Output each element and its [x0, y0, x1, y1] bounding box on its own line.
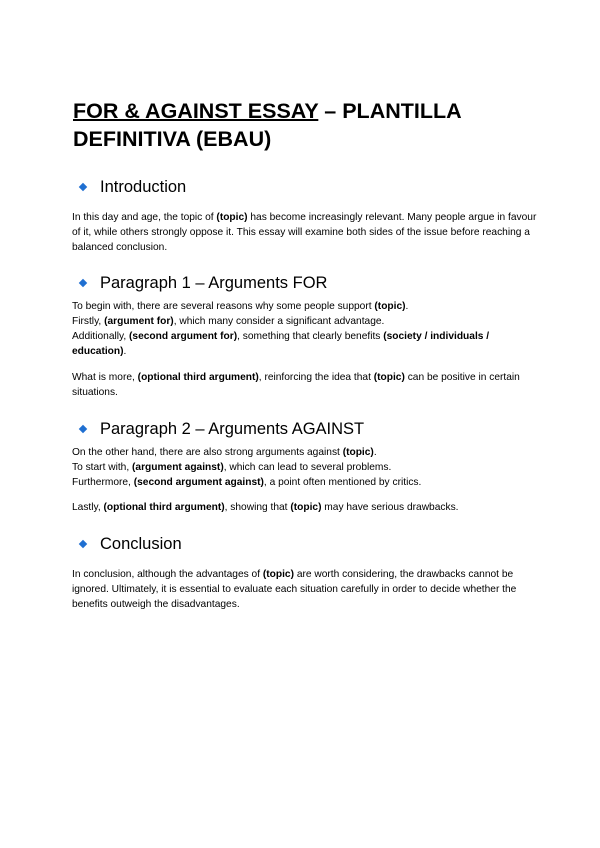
title-rest: – PLANTILLA DEFINITIVA (EBAU) — [73, 99, 461, 151]
diamond-bullet-icon — [79, 279, 87, 287]
for-line-4: What is more, (optional third argument), reinforcing the idea that (topic) can be positive in certain situations. — [72, 372, 520, 398]
against-line-3: Furthermore, (second argument against), a point often mentioned by critics. — [72, 477, 422, 488]
for-line-1: To begin with, there are several reasons why some people support (topic). — [72, 301, 409, 312]
heading-arguments-for: Paragraph 1 – Arguments FOR — [78, 273, 327, 293]
intro-paragraph: In this day and age, the topic of (topic) has become increasingly relevant. Many people argue in favour of it, while others strongly oppose it. This essay will examine both sides of the issue before reaching a balanced conclusion. — [72, 212, 537, 253]
for-line-2: Firstly, (argument for), which many consider a significant advantage. — [72, 316, 385, 327]
diamond-bullet-icon — [79, 425, 87, 433]
diamond-bullet-icon — [79, 183, 87, 191]
against-line-4: Lastly, (optional third argument), showing that (topic) may have serious drawbacks. — [72, 502, 459, 513]
against-line-1: On the other hand, there are also strong arguments against (topic). — [72, 447, 377, 458]
title-underlined: FOR & AGAINST ESSAY — [73, 99, 319, 123]
conclusion-paragraph: In conclusion, although the advantages of (topic) are worth considering, the drawbacks cannot be ignored. Ultimately, it is essential to evaluate each situation carefully in order to decide whether the benefits outweigh the disadvantages. — [72, 569, 517, 610]
for-line-3: Additionally, (second argument for), something that clearly benefits (society / individuals / education). — [72, 331, 490, 357]
heading-arguments-against: Paragraph 2 – Arguments AGAINST — [78, 419, 364, 439]
heading-introduction: Introduction — [78, 177, 186, 197]
heading-conclusion: Conclusion — [78, 534, 182, 554]
document-title — [73, 97, 543, 153]
against-line-2: To start with, (argument against), which can lead to several problems. — [72, 462, 392, 473]
diamond-bullet-icon — [79, 540, 87, 548]
